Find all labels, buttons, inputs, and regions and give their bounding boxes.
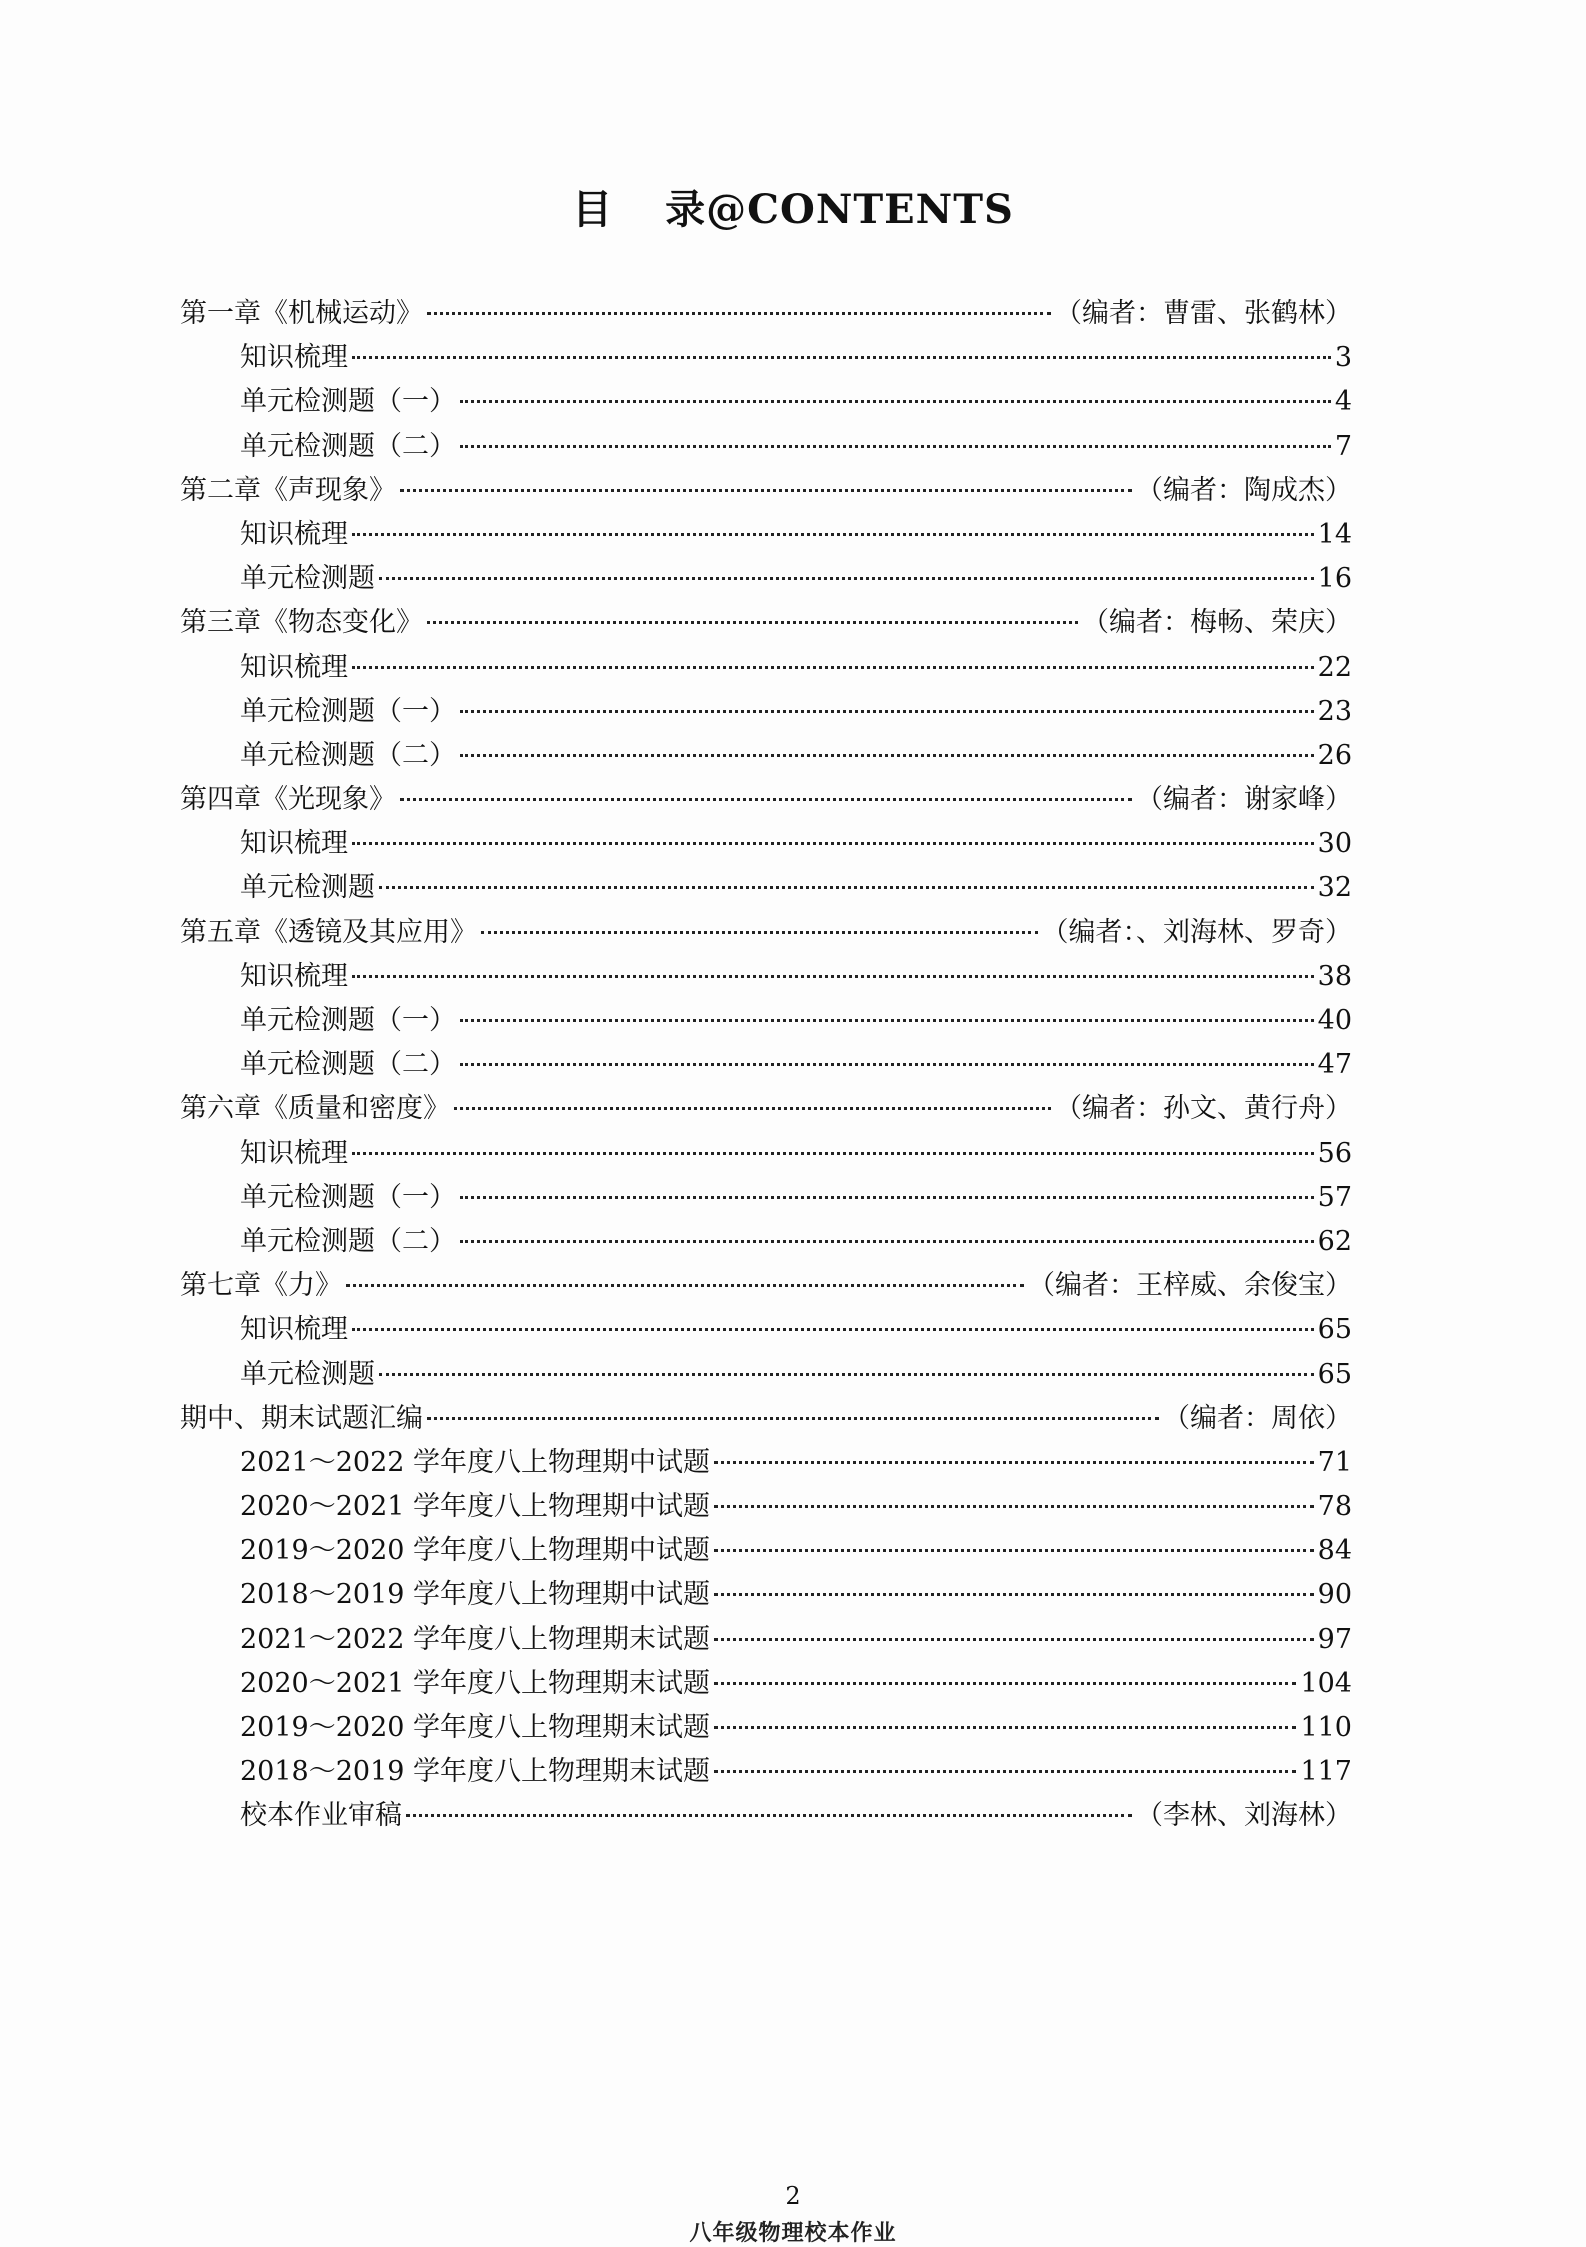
toc-subentry bbox=[180, 1750, 1352, 1794]
toc-chapter-entry bbox=[180, 292, 1352, 336]
toc-entry-page: （编者：曹雷、张鹤林） bbox=[1055, 298, 1352, 329]
toc-entry-page: 14 bbox=[1317, 518, 1352, 550]
dot-leader bbox=[714, 1593, 1314, 1596]
toc-subentry bbox=[180, 1220, 1352, 1264]
toc-subentry bbox=[180, 1132, 1352, 1176]
toc-subentry bbox=[180, 1529, 1352, 1573]
dot-leader bbox=[460, 1063, 1314, 1066]
dot-leader bbox=[406, 1814, 1132, 1817]
dot-leader bbox=[352, 666, 1314, 669]
dot-leader bbox=[460, 445, 1331, 448]
toc-entry-page: 84 bbox=[1317, 1535, 1352, 1567]
dot-leader bbox=[352, 356, 1331, 359]
toc-entry-title: 单元检测题（一） bbox=[240, 386, 456, 418]
dot-leader bbox=[714, 1726, 1296, 1729]
toc-subentry bbox=[180, 1308, 1352, 1352]
toc-entry-page: 16 bbox=[1317, 563, 1352, 595]
toc-entry-title: 第五章《透镜及其应用》 bbox=[180, 916, 477, 948]
toc-entry-title: 单元检测题（二） bbox=[240, 1225, 456, 1257]
dot-leader bbox=[427, 1417, 1159, 1420]
dot-leader bbox=[352, 975, 1314, 978]
toc-chapter-entry bbox=[180, 601, 1352, 645]
page-number: 2 bbox=[785, 2182, 801, 2210]
toc-entry-page: 71 bbox=[1317, 1446, 1352, 1478]
toc-entry-title: 知识梳理 bbox=[240, 651, 348, 683]
dot-leader bbox=[460, 1196, 1314, 1199]
footer-text: 八年级物理校本作业 bbox=[689, 2220, 897, 2246]
toc-entry-title: 知识梳理 bbox=[240, 1314, 348, 1346]
toc-entry-title: 单元检测题 bbox=[240, 872, 375, 904]
toc-subentry bbox=[180, 1618, 1352, 1662]
toc-entry-title: 2018～2019 学年度八上物理期中试题 bbox=[240, 1579, 711, 1611]
toc-subentry bbox=[180, 513, 1352, 557]
toc-subentry bbox=[180, 1794, 1352, 1838]
dot-leader bbox=[352, 1328, 1314, 1331]
toc-entry-page: 7 bbox=[1334, 430, 1352, 462]
toc-entry-page: 104 bbox=[1300, 1667, 1352, 1699]
toc-subentry bbox=[180, 822, 1352, 866]
dot-leader bbox=[427, 312, 1051, 315]
toc-entry-page: 117 bbox=[1300, 1756, 1352, 1788]
toc-entry-page: （编者：、刘海林、罗奇） bbox=[1041, 916, 1352, 948]
toc-subentry bbox=[180, 380, 1352, 424]
toc-entry-page: （编者：谢家峰） bbox=[1136, 784, 1352, 816]
toc-entry-page: 30 bbox=[1317, 828, 1352, 860]
toc-entry-title: 单元检测题 bbox=[240, 1358, 375, 1390]
toc-entry-title: 单元检测题（一） bbox=[240, 1181, 456, 1213]
toc-entry-title: 第一章《机械运动》 bbox=[180, 298, 423, 329]
dot-leader bbox=[460, 754, 1314, 757]
toc-entry-page: （李林、刘海林） bbox=[1136, 1800, 1352, 1832]
dot-leader bbox=[714, 1682, 1296, 1685]
toc-entry-title: 知识梳理 bbox=[240, 518, 348, 550]
toc-entry-title: 单元检测题 bbox=[240, 563, 375, 595]
toc-subentry bbox=[180, 646, 1352, 690]
toc-subentry bbox=[180, 557, 1352, 601]
toc-entry-page: 3 bbox=[1334, 342, 1352, 374]
toc-chapter-entry bbox=[180, 469, 1352, 513]
toc-entry-page: （编者：王梓威、余俊宝） bbox=[1028, 1270, 1352, 1302]
toc-entry-title: 第二章《声现象》 bbox=[180, 474, 396, 506]
dot-leader bbox=[400, 798, 1132, 801]
dot-leader bbox=[352, 1152, 1314, 1155]
dot-leader bbox=[379, 577, 1314, 580]
toc-chapter-entry bbox=[180, 1264, 1352, 1308]
dot-leader bbox=[714, 1638, 1314, 1641]
toc-entry-title: 2021～2022 学年度八上物理期末试题 bbox=[240, 1623, 711, 1655]
toc-chapter-entry bbox=[180, 778, 1352, 822]
toc-entry-title: 单元检测题（一） bbox=[240, 1005, 456, 1036]
dot-leader bbox=[379, 886, 1314, 889]
toc-subentry bbox=[180, 336, 1352, 380]
toc-entry-page: 32 bbox=[1317, 872, 1352, 904]
dot-leader bbox=[714, 1505, 1314, 1508]
toc-entry-title: 2019～2020 学年度八上物理期末试题 bbox=[240, 1712, 711, 1743]
dot-leader bbox=[460, 710, 1314, 713]
toc-entry-title: 单元检测题（一） bbox=[240, 695, 456, 727]
title-part-1: 目 bbox=[572, 186, 614, 233]
toc-entry-page: 26 bbox=[1317, 739, 1352, 771]
toc-subentry bbox=[180, 1662, 1352, 1706]
dot-leader bbox=[346, 1284, 1024, 1287]
toc-entry-title: 2019～2020 学年度八上物理期中试题 bbox=[240, 1535, 711, 1567]
dot-leader bbox=[714, 1770, 1296, 1773]
toc-entry-page: 78 bbox=[1317, 1491, 1352, 1523]
toc-entry-title: 单元检测题（二） bbox=[240, 1049, 456, 1081]
toc-entry-page: 40 bbox=[1317, 1005, 1352, 1036]
toc-entry-page: 22 bbox=[1317, 651, 1352, 683]
toc-entry-page: 65 bbox=[1317, 1358, 1352, 1390]
toc-chapter-entry bbox=[180, 1397, 1352, 1441]
toc-entry-title: 第四章《光现象》 bbox=[180, 784, 396, 816]
toc-entry-page: 62 bbox=[1317, 1225, 1352, 1257]
toc-subentry bbox=[180, 1485, 1352, 1529]
toc-entry-page: （编者：孙文、黄行舟） bbox=[1055, 1093, 1352, 1125]
toc-subentry bbox=[180, 425, 1352, 469]
toc-subentry bbox=[180, 1353, 1352, 1397]
toc-entry-page: 4 bbox=[1334, 386, 1352, 418]
toc-entry-title: 校本作业审稿 bbox=[240, 1800, 402, 1832]
toc-chapter-entry bbox=[180, 911, 1352, 955]
dot-leader bbox=[400, 489, 1132, 492]
toc-entry-title: 期中、期末试题汇编 bbox=[180, 1402, 423, 1434]
toc-subentry bbox=[180, 690, 1352, 734]
toc-entry-title: 2018～2019 学年度八上物理期末试题 bbox=[240, 1756, 711, 1788]
toc-entry-page: 90 bbox=[1317, 1579, 1352, 1611]
toc-entry-page: （编者：梅畅、荣庆） bbox=[1082, 607, 1352, 639]
toc-chapter-entry bbox=[180, 1087, 1352, 1131]
dot-leader bbox=[460, 1240, 1314, 1243]
toc-subentry bbox=[180, 955, 1352, 999]
toc-entry-page: 38 bbox=[1317, 960, 1352, 992]
dot-leader bbox=[427, 621, 1078, 624]
toc-entry-title: 第三章《物态变化》 bbox=[180, 607, 423, 639]
toc-subentry bbox=[180, 1706, 1352, 1750]
dot-leader bbox=[379, 1373, 1314, 1376]
toc-entry-page: 47 bbox=[1317, 1049, 1352, 1081]
dot-leader bbox=[454, 1107, 1051, 1110]
toc-entry-title: 知识梳理 bbox=[240, 342, 348, 374]
dot-leader bbox=[460, 400, 1331, 403]
page-title bbox=[0, 178, 1586, 235]
toc-entry-title: 第七章《力》 bbox=[180, 1270, 342, 1302]
toc-entry-title: 2020～2021 学年度八上物理期中试题 bbox=[240, 1491, 711, 1523]
title-part-2: 录@CONTENTS bbox=[665, 186, 1014, 233]
dot-leader bbox=[714, 1461, 1314, 1464]
dot-leader bbox=[352, 533, 1314, 536]
toc-entry-title: 2021～2022 学年度八上物理期中试题 bbox=[240, 1446, 711, 1478]
toc-subentry bbox=[180, 734, 1352, 778]
toc-subentry bbox=[180, 1043, 1352, 1087]
toc-entry-page: 57 bbox=[1317, 1181, 1352, 1213]
toc-subentry bbox=[180, 999, 1352, 1043]
toc-entry-title: 知识梳理 bbox=[240, 828, 348, 860]
toc-entry-page: 65 bbox=[1317, 1314, 1352, 1346]
toc-subentry bbox=[180, 866, 1352, 910]
toc-entry-page: 110 bbox=[1300, 1712, 1352, 1743]
dot-leader bbox=[352, 842, 1314, 845]
toc-entry-title: 单元检测题（二） bbox=[240, 739, 456, 771]
toc-entry-title: 知识梳理 bbox=[240, 960, 348, 992]
toc-entry-title: 2020～2021 学年度八上物理期末试题 bbox=[240, 1667, 711, 1699]
dot-leader bbox=[714, 1549, 1314, 1552]
toc-entry-title: 第六章《质量和密度》 bbox=[180, 1093, 450, 1125]
dot-leader bbox=[481, 931, 1038, 934]
table-of-contents bbox=[180, 292, 1352, 1839]
toc-entry-title: 知识梳理 bbox=[240, 1137, 348, 1169]
toc-entry-page: 23 bbox=[1317, 695, 1352, 727]
toc-entry-page: （编者：周依） bbox=[1163, 1402, 1352, 1434]
toc-entry-page: 56 bbox=[1317, 1137, 1352, 1169]
toc-subentry bbox=[180, 1441, 1352, 1485]
toc-entry-page: （编者：陶成杰） bbox=[1136, 474, 1352, 506]
dot-leader bbox=[460, 1019, 1314, 1022]
toc-entry-page: 97 bbox=[1317, 1623, 1352, 1655]
toc-entry-title: 单元检测题（二） bbox=[240, 430, 456, 462]
toc-subentry bbox=[180, 1573, 1352, 1617]
toc-subentry bbox=[180, 1176, 1352, 1220]
